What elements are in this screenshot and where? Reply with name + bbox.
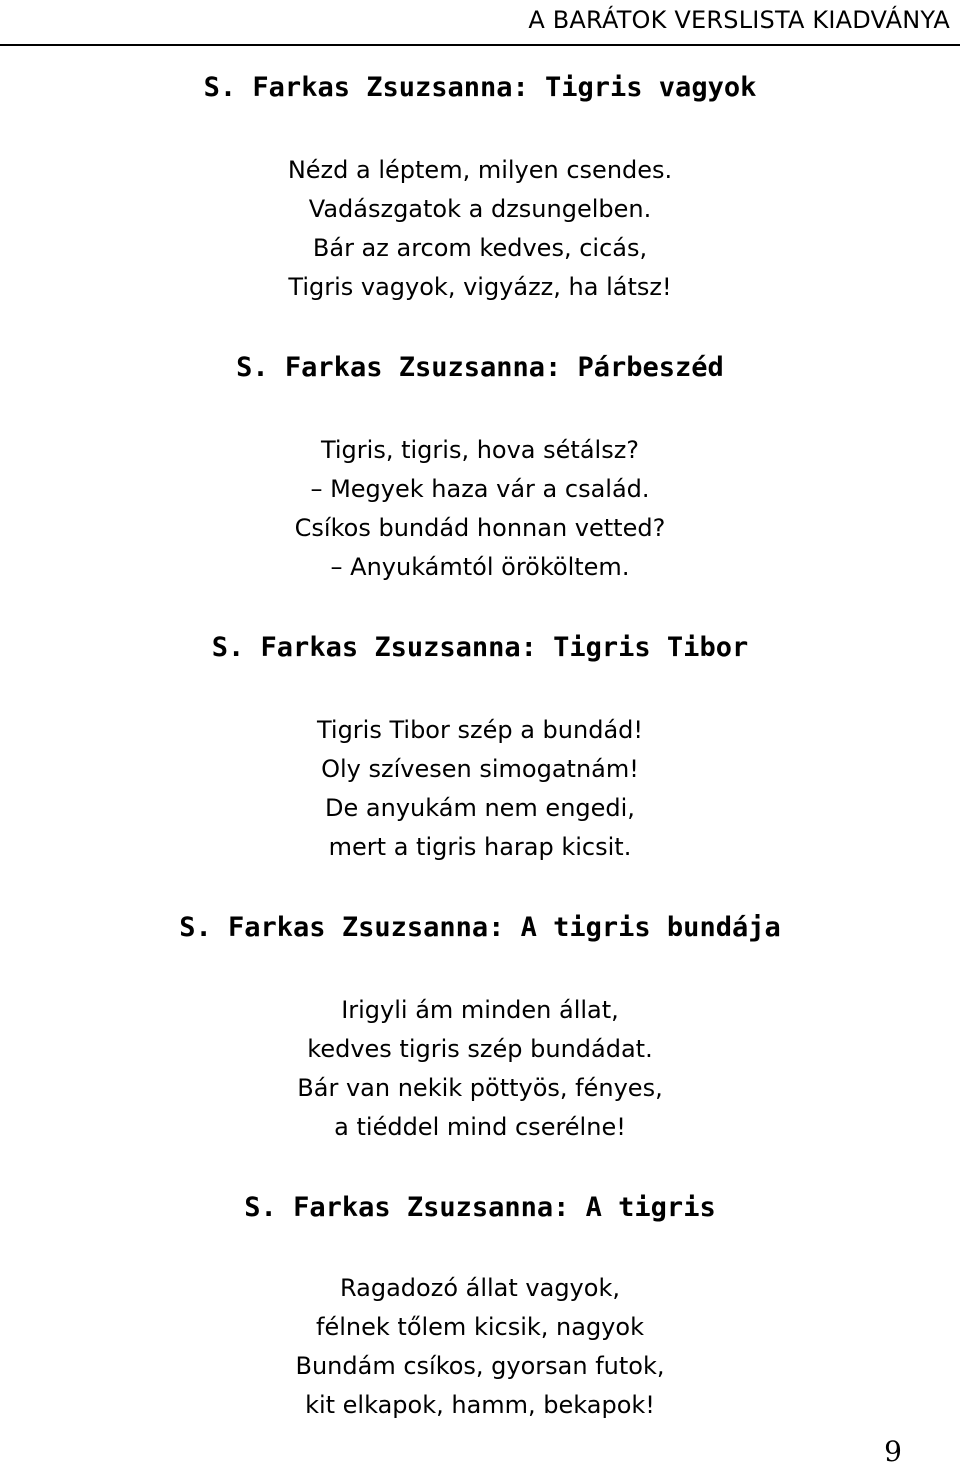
poem-line: mert a tigris harap kicsit. — [328, 833, 632, 861]
poem-line: Tigris vagyok, vigyázz, ha látsz! — [288, 273, 672, 301]
poem-line: Bár az arcom kedves, cicás, — [312, 234, 648, 262]
poem-line: – Anyukámtól örököltem. — [330, 553, 630, 581]
page-number: 9 — [884, 1435, 902, 1468]
publication-title: A BARÁTOK VERSLISTA KIADVÁNYA — [528, 6, 950, 34]
poem-line: félnek tőlem kicsik, nagyok — [316, 1313, 644, 1341]
poem-title: S. Farkas Zsuzsanna: Tigris Tibor — [211, 632, 749, 663]
poem-line: De anyukám nem engedi, — [325, 794, 635, 822]
header-divider — [0, 44, 960, 46]
poem-line: Tigris Tibor szép a bundád! — [316, 716, 643, 744]
poem-title: S. Farkas Zsuzsanna: A tigris — [244, 1192, 716, 1223]
poem-line: Irigyli ám minden állat, — [341, 996, 619, 1024]
poem-line: Nézd a léptem, milyen csendes. — [287, 156, 673, 184]
poem-line: a tiéddel mind cserélne! — [334, 1113, 626, 1141]
poem-line: Bár van nekik pöttyös, fényes, — [297, 1074, 663, 1102]
poem-line: Ragadozó állat vagyok, — [340, 1274, 620, 1302]
poem-line: Bundám csíkos, gyorsan futok, — [295, 1352, 665, 1380]
poem-line: Tigris, tigris, hova sétálsz? — [320, 436, 640, 464]
poem-line: Vadászgatok a dzsungelben. — [308, 195, 652, 223]
poem-line: Csíkos bundád honnan vetted? — [294, 514, 666, 542]
page-header — [0, 0, 960, 46]
poem-line: kedves tigris szép bundádat. — [307, 1035, 653, 1063]
poem-title: S. Farkas Zsuzsanna: A tigris bundája — [179, 912, 781, 943]
poem-line: kit elkapok, hamm, bekapok! — [305, 1391, 655, 1419]
poem-line: – Megyek haza vár a család. — [310, 475, 650, 503]
poem-title: S. Farkas Zsuzsanna: Tigris vagyok — [203, 72, 757, 103]
poem-title: S. Farkas Zsuzsanna: Párbeszéd — [236, 352, 724, 383]
poem-line: Oly szívesen simogatnám! — [321, 755, 639, 783]
